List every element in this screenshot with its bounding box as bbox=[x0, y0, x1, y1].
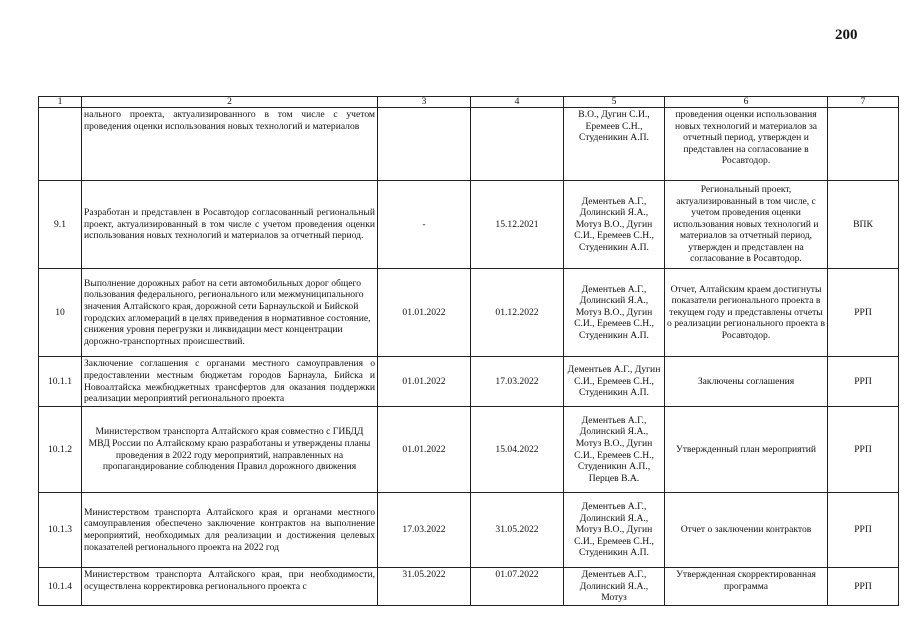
responsible-persons: Дементьев А.Г., Долинский Я.А., Мотуз bbox=[564, 568, 665, 606]
row-number: 9.1 bbox=[39, 181, 82, 269]
expected-result: Заключены соглашения bbox=[665, 357, 828, 407]
expected-result: проведения оценки использования новых технологий и материалов за отчетный период, утвержден и представлен на согласование в Росавтодор. bbox=[665, 108, 828, 181]
start-date: 31.05.2022 bbox=[378, 568, 471, 606]
column-header: 5 bbox=[564, 97, 665, 108]
expected-result: Отчет о заключении контрактов bbox=[665, 493, 828, 568]
column-header: 7 bbox=[828, 97, 899, 108]
task-description: Министерством транспорта Алтайского края и органами местного самоуправления обеспечено заключение контрактов на выполнение мероприятий, необходимых для реализации и достижения целевых показателей регионального проекта на 2022 год bbox=[82, 493, 378, 568]
column-header: 6 bbox=[665, 97, 828, 108]
task-description: нального проекта, актуализированного в том числе с учетом проведения оценки использования новых технологий и материалов bbox=[82, 108, 378, 181]
start-date: 01.01.2022 bbox=[378, 357, 471, 407]
header-row bbox=[39, 97, 899, 108]
row-number: 10.1.4 bbox=[39, 568, 82, 606]
source-code: ВПК bbox=[828, 181, 899, 269]
end-date: 17.03.2022 bbox=[471, 357, 564, 407]
row-number: 10.1.1 bbox=[39, 357, 82, 407]
table-row bbox=[39, 181, 899, 269]
end-date bbox=[471, 108, 564, 181]
source-code: РРП bbox=[828, 493, 899, 568]
expected-result: Региональный проект, актуализированный в том числе, с учетом проведения оценки использования новых технологий и материалов за отчетный период, утвержден и представлен на согласование в Росавтодор. bbox=[665, 181, 828, 269]
responsible-persons: Дементьев А.Г., Долинский Я.А., Мотуз В.О., Дугин С.И., Еремеев С.Н., Студеникин А.П., Перцев В.А. bbox=[564, 407, 665, 493]
source-code bbox=[828, 108, 899, 181]
end-date: 01.12.2022 bbox=[471, 269, 564, 357]
task-description: Разработан и представлен в Росавтодор согласованный региональный проект, актуализированный в том числе с учетом проведения оценки использования новых технологий и материалов за отчетный период. bbox=[82, 181, 378, 269]
column-header: 3 bbox=[378, 97, 471, 108]
source-code: РРП bbox=[828, 269, 899, 357]
expected-result: Утвержденная скорректированная программа bbox=[665, 568, 828, 606]
page-number: 200 bbox=[835, 27, 858, 43]
responsible-persons: Дементьев А.Г., Долинский Я.А., Мотуз В.О., Дугин С.И., Еремеев С.Н., Студеникин А.П. bbox=[564, 181, 665, 269]
source-code: РРП bbox=[828, 357, 899, 407]
end-date: 15.12.2021 bbox=[471, 181, 564, 269]
end-date: 31.05.2022 bbox=[471, 493, 564, 568]
responsible-persons: В.О., Дугин С.И., Еремеев С.Н., Студеникин А.П. bbox=[564, 108, 665, 181]
column-header: 4 bbox=[471, 97, 564, 108]
task-description: Выполнение дорожных работ на сети автомобильных дорог общего пользования федерального, регионального или межмуниципального значения Алтайского края, дорожной сети Барнаульской и Бийской городских агломераций в целях приведения в нормативное состояние, снижения уровня перегрузки и ликвидации мест концентрации дорожно-транспортных происшествий. bbox=[82, 269, 378, 357]
row-number bbox=[39, 108, 82, 181]
start-date: - bbox=[378, 181, 471, 269]
row-number: 10.1.3 bbox=[39, 493, 82, 568]
start-date: 17.03.2022 bbox=[378, 493, 471, 568]
task-description: Министерством транспорта Алтайского края совместно с ГИБДД МВД России по Алтайскому краю разработаны и утверждены планы проведения в 2022 году мероприятий, направленных на пропагандирование соблюдения Правил дорожного движения bbox=[82, 407, 378, 493]
responsible-persons: Дементьев А.Г., Дугин С.И., Еремеев С.Н., Студеникин А.П. bbox=[564, 357, 665, 407]
start-date bbox=[378, 108, 471, 181]
source-code: РРП bbox=[828, 568, 899, 606]
table-row bbox=[39, 269, 899, 357]
end-date: 01.07.2022 bbox=[471, 568, 564, 606]
table-row bbox=[39, 407, 899, 493]
start-date: 01.01.2022 bbox=[378, 269, 471, 357]
table-row bbox=[39, 357, 899, 407]
row-number: 10.1.2 bbox=[39, 407, 82, 493]
row-number: 10 bbox=[39, 269, 82, 357]
table-row bbox=[39, 493, 899, 568]
responsible-persons: Дементьев А.Г., Долинский Я.А., Мотуз В.О., Дугин С.И., Еремеев С.Н., Студеникин А.П. bbox=[564, 493, 665, 568]
task-description: Заключение соглашения с органами местного самоуправления о предоставлении местным бюджетам городов Барнаула, Бийска и Новоалтайска межбюджетных трансфертов для оказания поддержки реализации мероприятий регионального проекта bbox=[82, 357, 378, 407]
end-date: 15.04.2022 bbox=[471, 407, 564, 493]
source-code: РРП bbox=[828, 407, 899, 493]
expected-result: Отчет, Алтайским краем достигнуты показатели регионального проекта в текущем году и представлены отчеты о реализации регионального проекта в Росавтодор. bbox=[665, 269, 828, 357]
responsible-persons: Дементьев А.Г., Долинский Я.А., Мотуз В.О., Дугин С.И., Еремеев С.Н., Студеникин А.П. bbox=[564, 269, 665, 357]
plan-table bbox=[38, 96, 899, 606]
column-header: 1 bbox=[39, 97, 82, 108]
task-description: Министерством транспорта Алтайского края, при необходимости, осуществлена корректировка регионального проекта с bbox=[82, 568, 378, 606]
table-row bbox=[39, 108, 899, 181]
table-row bbox=[39, 568, 899, 606]
column-header: 2 bbox=[82, 97, 378, 108]
start-date: 01.01.2022 bbox=[378, 407, 471, 493]
expected-result: Утвержденный план мероприятий bbox=[665, 407, 828, 493]
